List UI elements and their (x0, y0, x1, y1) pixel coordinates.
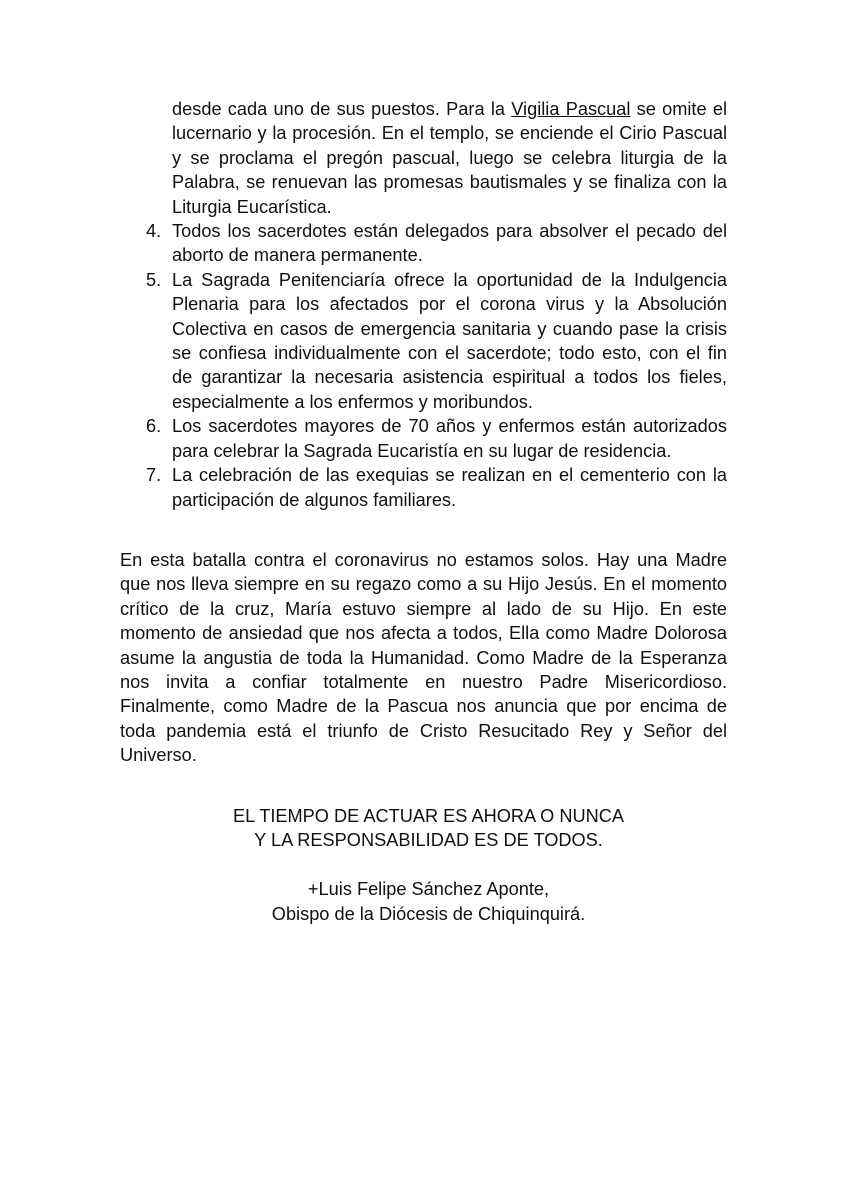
list-item-text: Los sacerdotes mayores de 70 años y enfermos están autorizados para celebrar la Sagrada Eucaristía en su lugar de residencia. (172, 416, 727, 461)
motto-line-2: Y LA RESPONSABILIDAD ES DE TODOS. (254, 829, 603, 850)
signature-block (120, 877, 727, 926)
vigilia-pascual-link[interactable]: Vigilia Pascual (511, 99, 631, 119)
list-item-number: 4. (146, 221, 162, 242)
numbered-list (120, 219, 727, 512)
list-item-7 (120, 463, 727, 512)
closing-paragraph: En esta batalla contra el coronavirus no estamos solos. Hay una Madre que nos lleva siempre en su regazo como a su Hijo Jesús. En el momento crítico de la cruz, María estuvo siempre al lado de su Hijo. En este momento de ansiedad que nos afecta a todos, Ella como Madre Dolorosa asume la angustia de toda la Humanidad. Como Madre de la Esperanza nos invita a confiar totalmente en nuestro Padre Misericordioso. Finalmente, como Madre de la Pascua nos anuncia que por encima de toda pandemia está el triunfo de Cristo Resucitado Rey y Señor del Universo. (120, 549, 727, 766)
list-item-number: 7. (146, 465, 162, 486)
motto (120, 804, 727, 853)
motto-line-1: EL TIEMPO DE ACTUAR ES AHORA O NUNCA (232, 805, 625, 826)
list-item-text: La celebración de las exequias se realizan en el cementerio con la participación de algunos familiares. (172, 465, 727, 510)
signature-title: Obispo de la Diócesis de Chiquinquirá. (271, 903, 586, 924)
list-item-text: Todos los sacerdotes están delegados para absolver el pecado del aborto de manera permanente. (172, 221, 727, 266)
intro-paragraph (172, 97, 727, 219)
list-item-4 (120, 219, 727, 268)
signature-name: +Luis Felipe Sánchez Aponte, (307, 879, 550, 900)
document-body (120, 97, 727, 926)
list-item-number: 5. (146, 269, 162, 290)
list-item-5 (120, 268, 727, 414)
list-item-6 (120, 414, 727, 463)
list-item-text: La Sagrada Penitenciaría ofrece la oportunidad de la Indulgencia Plenaria para los afectados por el corona virus y la Absolución Colectiva en casos de emergencia sanitaria y cuando pase la crisis se confiesa individualmente con el sacerdote; todo esto, con el fin de garantizar la necesaria asistencia espiritual a todos los fieles, especialmente a los enfermos y moribundos. (172, 269, 727, 412)
list-item-number: 6. (146, 416, 162, 437)
intro-text-end: se omite el lucernario y la procesión. En el templo, se enciende el Cirio Pascual y se proclama el pregón pascual, luego se celebra liturgia de la Palabra, se renuevan las promesas bautismales y se finaliza con la Liturgia Eucarística. (172, 99, 728, 217)
intro-text-start: desde cada uno de sus puestos. Para la (172, 99, 512, 119)
